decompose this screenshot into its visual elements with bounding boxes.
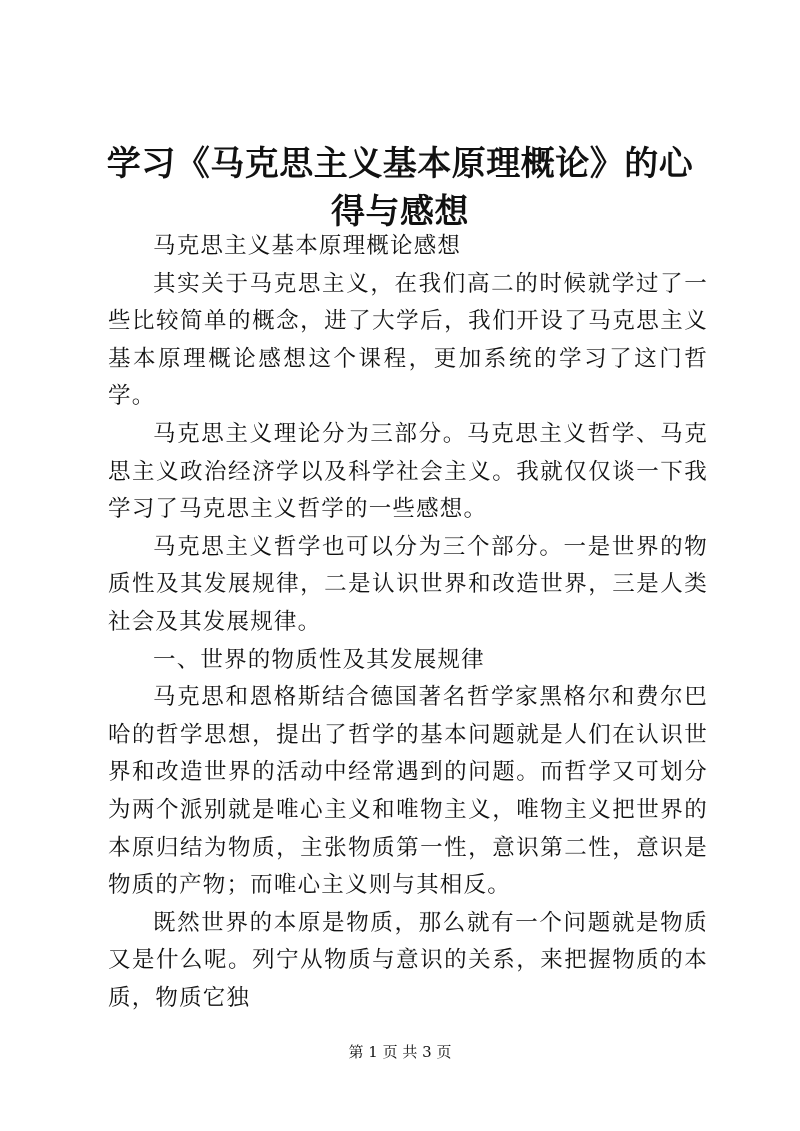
paragraph: 马克思和恩格斯结合德国著名哲学家黑格尔和费尔巴哈的哲学思想，提出了哲学的基本问题就是人们在认识世界和改造世界的活动中经常遇到的问题。而哲学又可划分为两个派别就是唯心主义和唯物主义，唯物主义把世界的本原归结为物质，主张物质第一性，意识第二性，意识是物质的产物；而唯心主义则与其相反。 [108,684,708,899]
paragraph: 既然世界的本原是物质，那么就有一个问题就是物质又是什么呢。列宁从物质与意识的关系，来把握物质的本质，物质它独 [108,909,708,1011]
paragraph: 马克思主义理论分为三部分。马克思主义哲学、马克思主义政治经济学以及科学社会主义。我就仅仅谈一下我学习了马克思主义哲学的一些感想。 [108,420,708,523]
paragraph-heading: 马克思主义基本原理概论感想 [153,233,462,259]
document-title: 学习《马克思主义基本原理概论》的心得与感想 [106,144,694,232]
section-heading: 一、世界的物质性及其发展规律 [153,646,485,673]
paragraph: 其实关于马克思主义，在我们高二的时候就学过了一些比较简单的概念，进了大学后，我们开设了马克思主义基本原理概论感想这个课程，更加系统的学习了这门哲学。 [108,270,708,410]
document-body [108,228,708,1017]
paragraph: 马克思主义哲学也可以分为三个部分。一是世界的物质性及其发展规律，二是认识世界和改造世界，三是人类社会及其发展规律。 [108,533,708,635]
page-footer: 第 1 页 共 3 页 [348,1043,452,1061]
